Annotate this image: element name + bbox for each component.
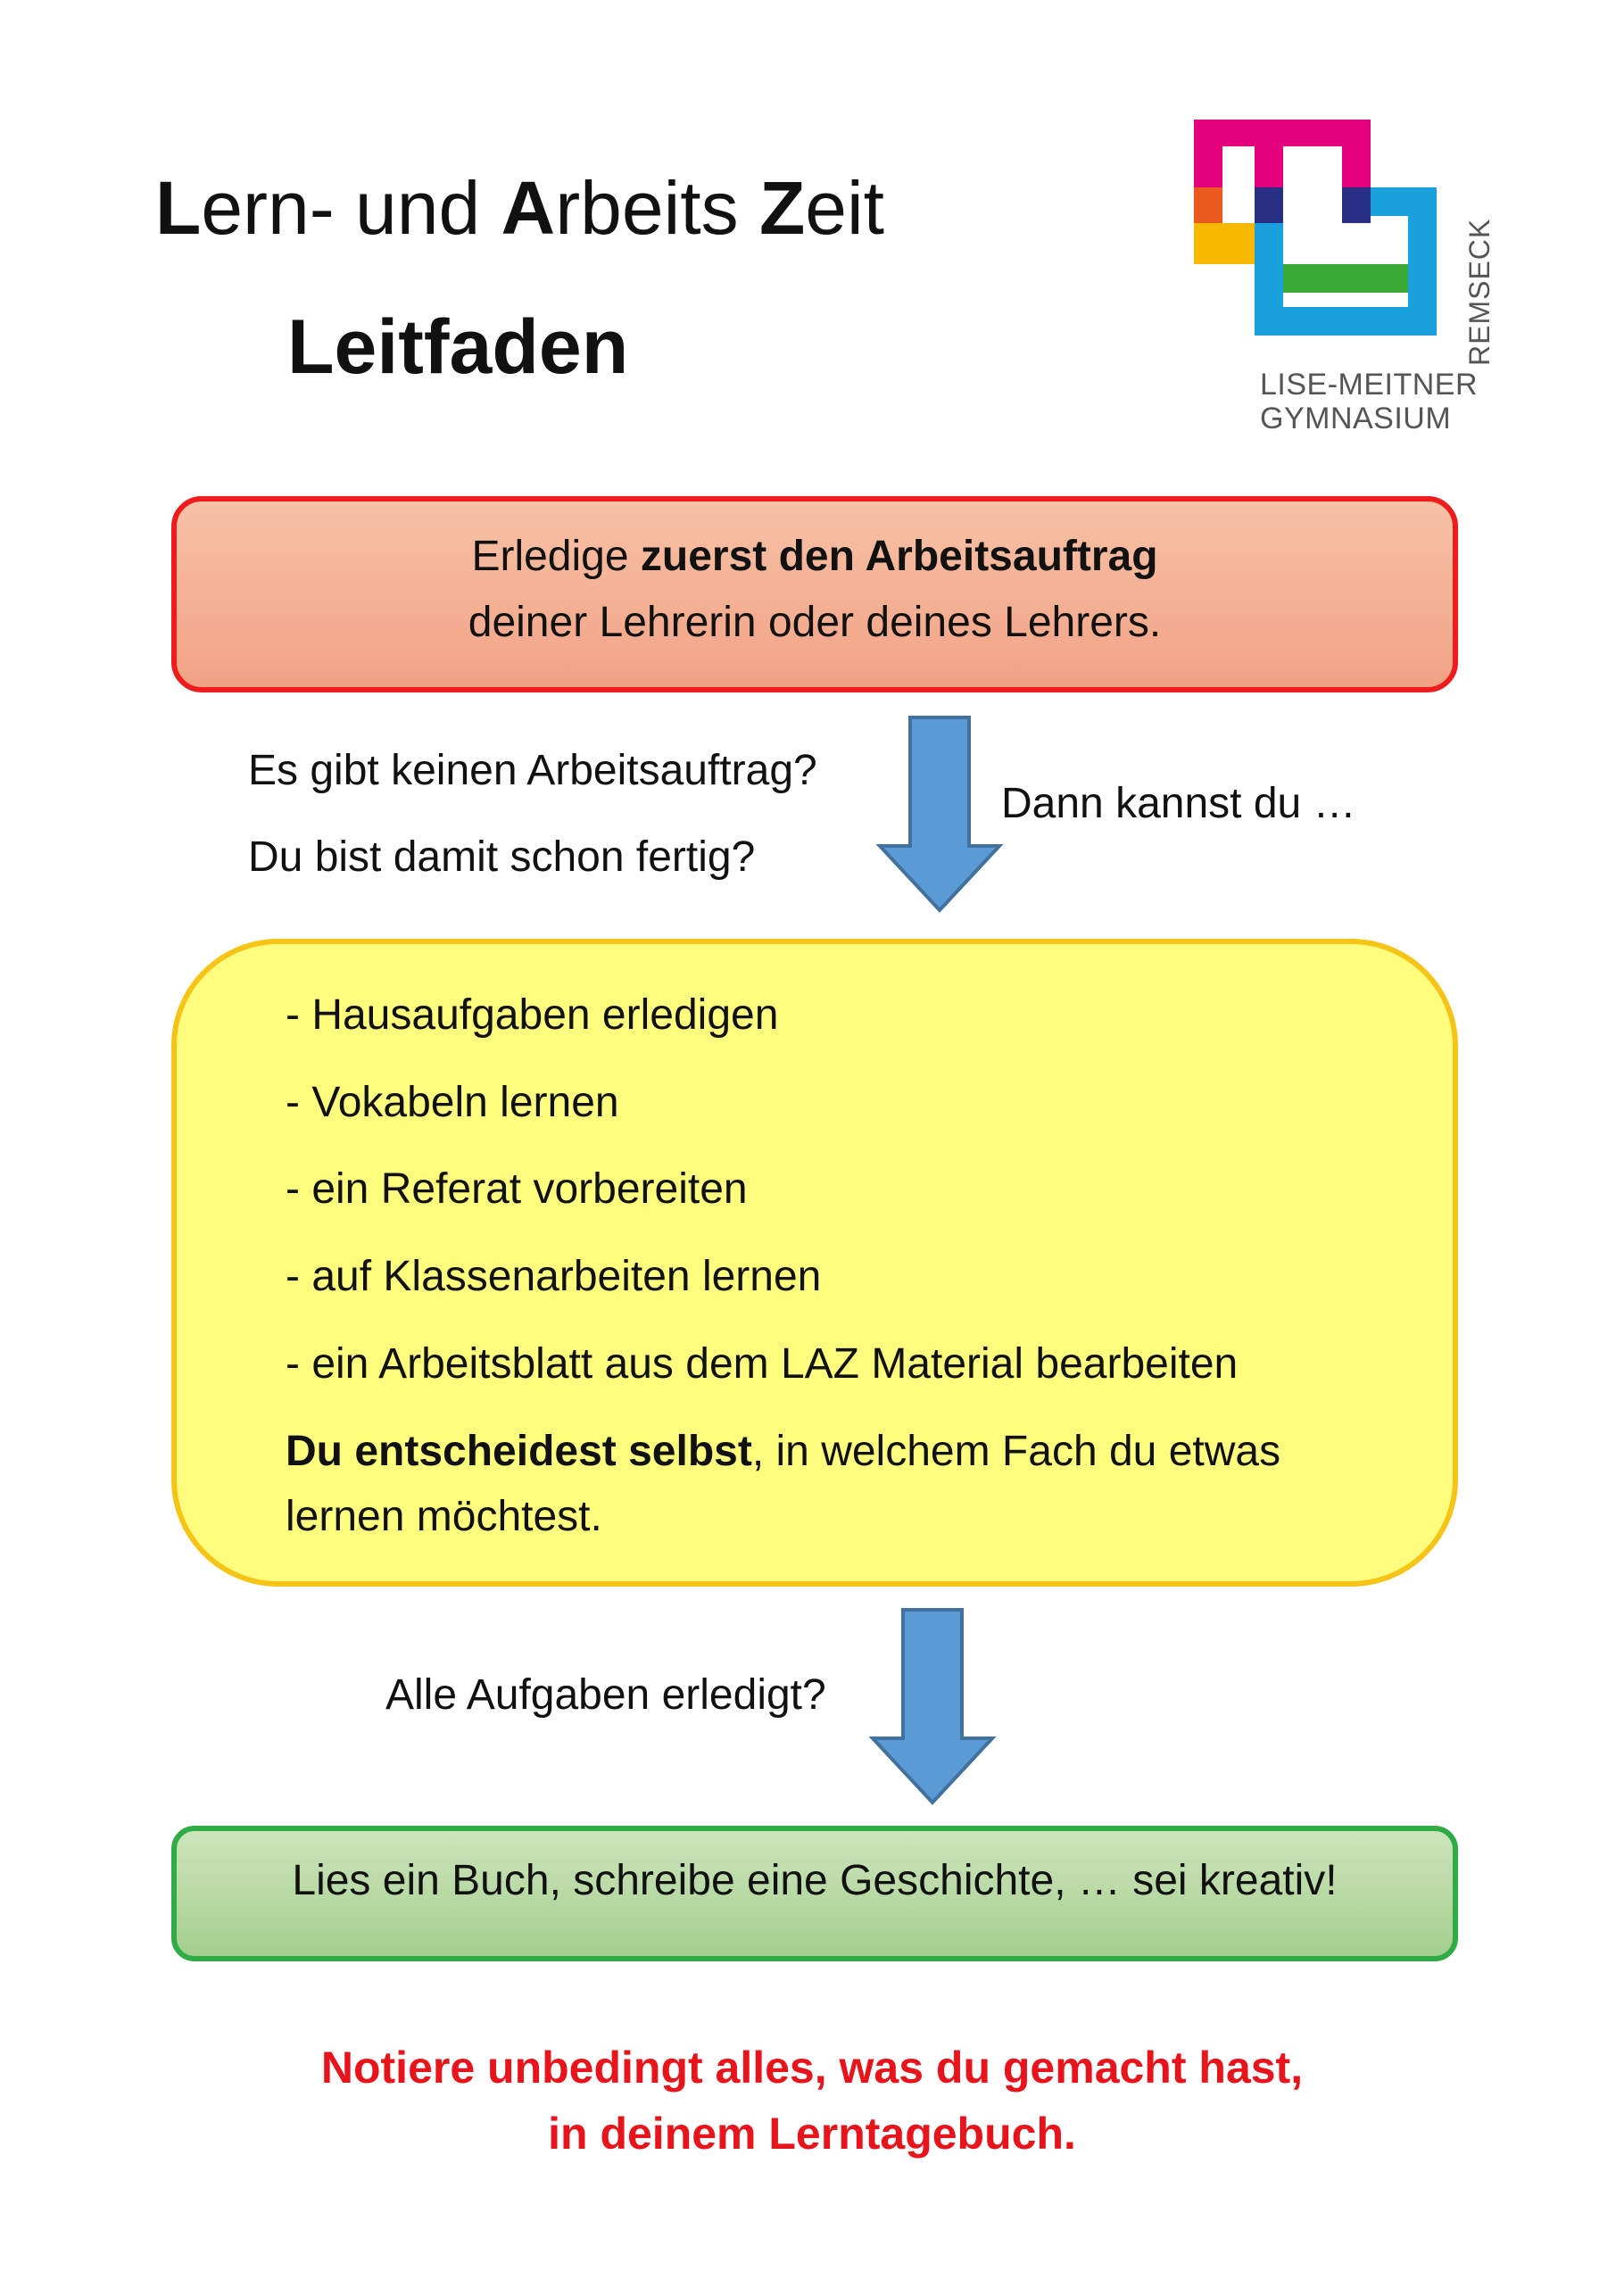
logo-text-line2: GYMNASIUM bbox=[1260, 402, 1452, 435]
arrow-down-icon bbox=[876, 714, 1005, 916]
note-line2: in deinem Lerntagebuch. bbox=[548, 2109, 1076, 2159]
title-part-zeit: eit bbox=[805, 166, 884, 250]
page-title bbox=[155, 165, 884, 252]
arrow-down-icon bbox=[869, 1606, 998, 1808]
decide-line1 bbox=[286, 1427, 1280, 1476]
logo-text-vertical: REMSECK bbox=[1463, 218, 1496, 366]
then-you-can: Dann kannst du … bbox=[1001, 780, 1356, 827]
question-no-assignment: Es gibt keinen Arbeitsauftrag? bbox=[248, 747, 817, 794]
list-item: - Hausaufgaben erledigen bbox=[286, 991, 779, 1039]
list-item: - ein Referat vorbereiten bbox=[286, 1165, 748, 1213]
decide-rest: , in welchem Fach du etwas bbox=[751, 1428, 1281, 1475]
step1-line2: deiner Lehrerin oder deines Lehrers. bbox=[468, 599, 1162, 646]
list-item: - ein Arbeitsblatt aus dem LAZ Material bearbeiten bbox=[286, 1340, 1239, 1388]
logo-text-line1: LISE-MEITNER bbox=[1260, 368, 1479, 402]
step1-line1 bbox=[171, 532, 1458, 581]
title-initial-z: Z bbox=[758, 166, 806, 250]
step1-box bbox=[171, 496, 1458, 692]
question-finished: Du bist damit schon fertig? bbox=[248, 833, 756, 881]
list-item: - auf Klassenarbeiten lernen bbox=[286, 1253, 822, 1300]
title-initial-l: L bbox=[155, 166, 202, 250]
page-subtitle: Leitfaden bbox=[287, 304, 629, 390]
step1-line1-bold: zuerst den Arbeitsauftrag bbox=[640, 533, 1158, 580]
step3-text: Lies ein Buch, schreibe eine Geschichte, … sei kreativ! bbox=[292, 1857, 1338, 1904]
note-line1: Notiere unbedingt alles, was du gemacht hast, bbox=[320, 2043, 1304, 2093]
step1-line1-pre: Erledige bbox=[471, 533, 641, 580]
title-initial-a: A bbox=[501, 166, 556, 250]
decide-line2: lernen möchtest. bbox=[286, 1493, 602, 1540]
decide-bold: Du entscheidest selbst bbox=[286, 1428, 752, 1475]
title-part-lern: ern- und bbox=[201, 166, 501, 250]
title-part-arbeits: rbeits bbox=[555, 166, 759, 250]
question-all-done: Alle Aufgaben erledigt? bbox=[385, 1671, 826, 1719]
list-item: - Vokabeln lernen bbox=[286, 1079, 619, 1126]
school-logo-icon bbox=[1187, 114, 1490, 373]
